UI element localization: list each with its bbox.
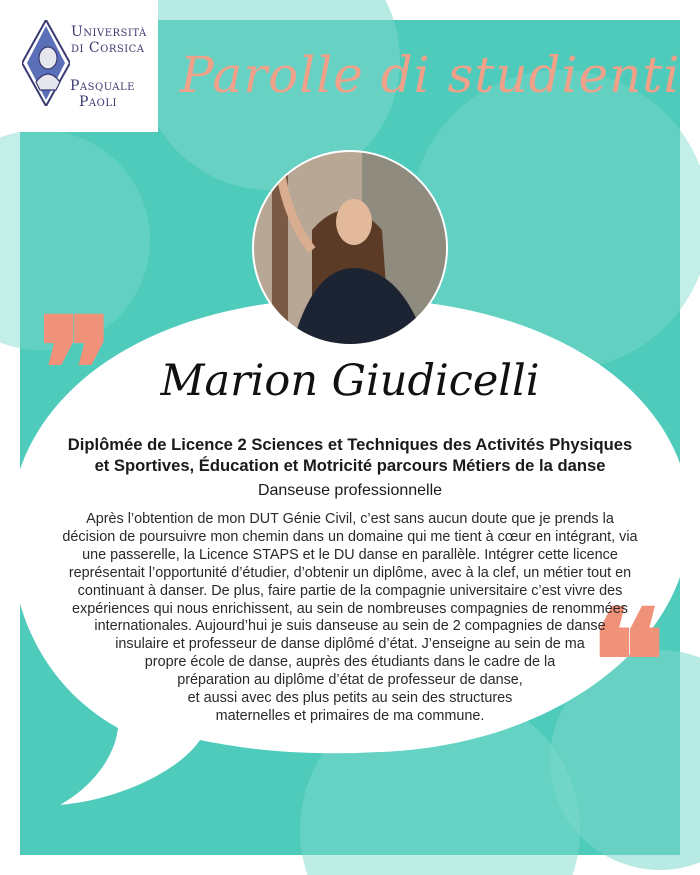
logo-text-line3: Pasquale [70,78,135,94]
student-portrait [252,150,448,346]
testimony-line: maternelles et primaires de ma commune. [215,707,485,724]
testimony-line: expériences qui nous enrichissent, au sein de nombreuses compagnies de renommées [72,600,628,617]
testimony-line: décision de poursuivre mon chemin dans un domaine qui me tient à cœur en intégrant, via [62,528,638,545]
testimony-line: continuant à danser. De plus, faire partie de la compagnie universitaire c’est vivre des [77,582,623,599]
logo-text-line2: di Corsica [71,40,145,56]
testimony-line: internationales. Aujourd’hui je suis danseuse au sein de 2 compagnies de danse [94,618,606,635]
testimony-line: une passerelle, la Licence STAPS et le DU danse en parallèle. Intégrer cette licence [82,546,618,563]
testimony-text [20,511,680,726]
testimony-line: représentait l’opportunité d’étudier, d’obtenir un diplôme, avec à la clef, un métier tout en [68,564,632,581]
university-logo [0,0,158,132]
testimony-line: préparation au diplôme d’état de professeur de danse, [177,672,523,689]
page-title: Parolle di studienti [180,46,681,104]
testimony-line: Après l’obtention de mon DUT Génie Civil, c’est sans aucun doute que je prends la [86,511,614,527]
portrait-emblem-icon [22,20,70,106]
close-quote-icon: ❝ [590,580,666,744]
degree-line: et Sportives, Éducation et Motricité parcours Métiers de la danse [94,456,606,475]
testimony-line: propre école de danse, auprès des étudiants dans le cadre de la [144,654,556,671]
job-title: Danseuse professionnelle [257,482,443,499]
logo-text-line1: Università [71,24,147,40]
testimony-line: et aussi avec des plus petits au sein des structures [187,690,513,707]
degree-title [30,434,670,476]
student-name: Marion Giudicelli [160,356,540,406]
logo-text-line4: Paoli [79,94,117,110]
degree-line: Diplômée de Licence 2 Sciences et Techniques des Activités Physiques [67,435,633,454]
open-quote-icon: ❞ [38,288,114,452]
testimony-line: insulaire et professeur de danse diplômé d’état. J’enseigne au sein de ma [115,636,585,653]
